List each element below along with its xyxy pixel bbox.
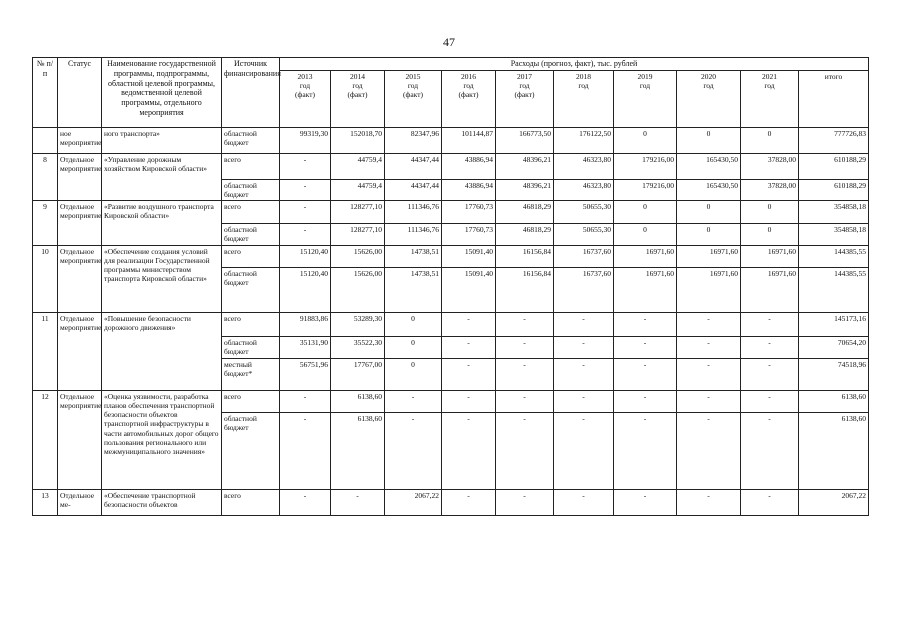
row-name: «Обеспечение транспортной безопасности объектов <box>102 490 222 516</box>
header-status: Статус <box>58 58 102 128</box>
row-value-cell: 46818,29 <box>496 201 554 224</box>
header-year-type: (факт) <box>347 90 368 100</box>
row-total-cell: 6138,60 <box>799 391 869 413</box>
row-value-cell: 46818,29 <box>496 224 554 246</box>
row-value-cell: - <box>677 490 741 516</box>
row-value-cell: 46323,80 <box>554 153 614 179</box>
table-row <box>33 153 869 179</box>
row-status: Отдельное ме- <box>58 490 102 516</box>
row-value-cell: 91883,86 <box>280 313 331 337</box>
row-value-cell: 44347,44 <box>385 179 442 200</box>
row-status: Отдельное мероприятие <box>58 153 102 200</box>
row-value-cell: 128277,10 <box>331 201 385 224</box>
row-value-cell: - <box>741 413 799 490</box>
row-value-cell: 0 <box>385 337 442 359</box>
row-value-cell: 111346,76 <box>385 201 442 224</box>
row-value-cell: - <box>614 391 677 413</box>
row-value-cell: - <box>677 313 741 337</box>
header-year-5 <box>554 70 614 127</box>
row-number: 13 <box>33 490 58 516</box>
row-value-cell: 56751,96 <box>280 359 331 391</box>
row-value-cell: 16971,60 <box>614 268 677 313</box>
row-value-cell: - <box>496 359 554 391</box>
row-value-cell: - <box>280 490 331 516</box>
row-value-cell: - <box>614 313 677 337</box>
row-value-cell: 166773,50 <box>496 127 554 153</box>
header-year-1 <box>331 70 385 127</box>
row-value-cell: 16971,60 <box>614 246 677 268</box>
header-year-sub: год <box>639 80 651 90</box>
row-value-cell: 15091,40 <box>442 246 496 268</box>
header-year-year: 2020 <box>701 71 716 81</box>
row-source: областной бюджет <box>222 413 280 490</box>
row-status: ное мероприятие <box>58 127 102 153</box>
header-year-sub: год <box>463 80 474 90</box>
row-value-cell: 17760,73 <box>442 201 496 224</box>
row-status: Отдельное мероприятие <box>58 391 102 490</box>
row-value-cell: - <box>442 413 496 490</box>
row-value-cell: - <box>496 391 554 413</box>
row-value-cell: - <box>614 490 677 516</box>
row-number: 12 <box>33 391 58 490</box>
row-status: Отдельное мероприятие <box>58 246 102 313</box>
row-source: всего <box>222 153 280 179</box>
row-status: Отдельное мероприятие <box>58 313 102 391</box>
row-value-cell: - <box>614 413 677 490</box>
row-value-cell: 16971,60 <box>741 246 799 268</box>
header-year-8 <box>741 70 799 127</box>
table-row <box>33 391 869 413</box>
row-value-cell: - <box>496 490 554 516</box>
row-value-cell: 50655,30 <box>554 201 614 224</box>
table-row <box>33 201 869 224</box>
row-value-cell: - <box>385 391 442 413</box>
row-status: Отдельное мероприятие <box>58 201 102 246</box>
row-value-cell: - <box>385 413 442 490</box>
row-source: всего <box>222 313 280 337</box>
row-value-cell: 15120,40 <box>280 246 331 268</box>
header-year-type: (факт) <box>402 90 423 100</box>
row-value-cell: 37828,00 <box>741 179 799 200</box>
header-year-3 <box>442 70 496 127</box>
row-value-cell: 46323,80 <box>554 179 614 200</box>
row-value-cell: 0 <box>385 313 442 337</box>
header-year-6 <box>614 70 677 127</box>
header-year-7 <box>677 70 741 127</box>
row-value-cell: 43886,94 <box>442 179 496 200</box>
row-value-cell: 0 <box>741 224 799 246</box>
row-value-cell: - <box>554 413 614 490</box>
row-number: 11 <box>33 313 58 391</box>
row-value-cell: 44759,4 <box>331 179 385 200</box>
row-value-cell: - <box>496 313 554 337</box>
header-year-year: 2018 <box>576 71 591 81</box>
row-value-cell: - <box>442 391 496 413</box>
row-value-cell: - <box>496 337 554 359</box>
row-value-cell: - <box>677 359 741 391</box>
row-number <box>33 127 58 153</box>
header-year-year: 2021 <box>762 71 777 81</box>
row-total-cell: 354858,18 <box>799 224 869 246</box>
row-value-cell: - <box>554 359 614 391</box>
row-value-cell: 0 <box>614 127 677 153</box>
table-row <box>33 246 869 268</box>
header-year-year: 2017 <box>517 71 532 81</box>
row-number: 10 <box>33 246 58 313</box>
row-value-cell: - <box>554 391 614 413</box>
header-year-sub: год <box>519 80 530 90</box>
header-name: Наименование государственной программы, подпрограммы, областной целевой программы, ведомственной целевой программы, отдельного мероприятия <box>102 58 222 128</box>
header-source: Источник финансирования <box>222 58 280 128</box>
header-year-0 <box>280 70 331 127</box>
row-value-cell: - <box>614 337 677 359</box>
row-value-cell: 14738,51 <box>385 246 442 268</box>
row-value-cell: 111346,76 <box>385 224 442 246</box>
row-value-cell: 37828,00 <box>741 153 799 179</box>
row-source: местный бюджет* <box>222 359 280 391</box>
row-value-cell: 101144,87 <box>442 127 496 153</box>
row-value-cell: - <box>741 391 799 413</box>
row-value-cell: 0 <box>677 224 741 246</box>
row-value-cell: - <box>331 490 385 516</box>
row-value-cell: 15091,40 <box>442 268 496 313</box>
row-value-cell: - <box>741 313 799 337</box>
row-value-cell: 53289,30 <box>331 313 385 337</box>
row-total-cell: 2067,22 <box>799 490 869 516</box>
row-value-cell: 16737,60 <box>554 268 614 313</box>
expenses-table <box>32 57 869 516</box>
table-row <box>33 490 869 516</box>
row-value-cell: 99319,30 <box>280 127 331 153</box>
row-value-cell: - <box>280 153 331 179</box>
row-value-cell: - <box>614 359 677 391</box>
row-value-cell: - <box>741 337 799 359</box>
row-value-cell: 15120,40 <box>280 268 331 313</box>
row-source: областной бюджет <box>222 224 280 246</box>
row-value-cell: 16156,84 <box>496 246 554 268</box>
row-value-cell: - <box>442 490 496 516</box>
row-value-cell: 35522,30 <box>331 337 385 359</box>
row-value-cell: 179216,00 <box>614 179 677 200</box>
row-value-cell: 50655,30 <box>554 224 614 246</box>
header-year-year: 2014 <box>350 71 365 81</box>
row-source: всего <box>222 201 280 224</box>
row-value-cell: 48396,21 <box>496 153 554 179</box>
row-value-cell: - <box>554 337 614 359</box>
row-total-cell: 144385,55 <box>799 268 869 313</box>
header-year-type: (факт) <box>514 90 535 100</box>
row-value-cell: 16971,60 <box>677 268 741 313</box>
header-year-sub: год <box>764 80 775 90</box>
row-source: областной бюджет <box>222 268 280 313</box>
row-value-cell: - <box>280 413 331 490</box>
header-total: итого <box>799 70 869 127</box>
row-value-cell: - <box>280 179 331 200</box>
row-value-cell: 17767,00 <box>331 359 385 391</box>
row-value-cell: - <box>677 337 741 359</box>
header-year-sub: год <box>703 80 714 90</box>
header-year-year: 2015 <box>405 71 421 81</box>
row-value-cell: 16971,60 <box>741 268 799 313</box>
header-year-type: (факт) <box>458 90 479 100</box>
header-year-2 <box>385 70 442 127</box>
row-total-cell: 610188,29 <box>799 153 869 179</box>
row-value-cell: 0 <box>614 224 677 246</box>
row-value-cell: - <box>554 490 614 516</box>
header-year-year: 2019 <box>637 71 653 81</box>
row-name: «Повышение безопасности дорожного движения» <box>102 313 222 391</box>
header-year-type: (факт) <box>294 90 315 100</box>
row-value-cell: 6138,60 <box>331 391 385 413</box>
row-value-cell: 0 <box>677 127 741 153</box>
row-name: «Обеспечение создания условий для реализации Государственной программы министерством транспорта Кировской области» <box>102 246 222 313</box>
row-source: областной бюджет <box>222 179 280 200</box>
header-year-year: 2016 <box>461 71 476 81</box>
page-number: 47 <box>443 35 455 49</box>
row-value-cell: - <box>741 490 799 516</box>
header-expenses: Расходы (прогноз, факт), тыс. рублей <box>280 58 869 71</box>
row-value-cell: 82347,96 <box>385 127 442 153</box>
row-name: ного транспорта» <box>102 127 222 153</box>
header-row-1 <box>33 58 869 71</box>
header-year-year: 2013 <box>297 71 313 81</box>
row-value-cell: 44347,44 <box>385 153 442 179</box>
row-name: «Оценка уязвимости, разработка планов обеспечения транспортной безопасности объектов транспортной инфраструктуры в части автомобильных дорог общего пользования регионального или межмуниципального значения» <box>102 391 222 490</box>
row-value-cell: 17760,73 <box>442 224 496 246</box>
header-year-sub: год <box>299 80 311 90</box>
row-value-cell: 15626,00 <box>331 246 385 268</box>
row-value-cell: 128277,10 <box>331 224 385 246</box>
row-value-cell: 0 <box>614 201 677 224</box>
row-total-cell: 74518,96 <box>799 359 869 391</box>
row-value-cell: 0 <box>741 201 799 224</box>
row-value-cell: 16971,60 <box>677 246 741 268</box>
row-value-cell: - <box>280 224 331 246</box>
row-source: всего <box>222 490 280 516</box>
row-total-cell: 6138,60 <box>799 413 869 490</box>
header-year-sub: год <box>352 80 363 90</box>
row-value-cell: 16156,84 <box>496 268 554 313</box>
header-year-sub: год <box>578 80 589 90</box>
row-value-cell: 176122,50 <box>554 127 614 153</box>
row-total-cell: 777726,83 <box>799 127 869 153</box>
row-value-cell: - <box>741 359 799 391</box>
row-value-cell: - <box>280 391 331 413</box>
row-source: всего <box>222 246 280 268</box>
row-value-cell: 179216,00 <box>614 153 677 179</box>
row-value-cell: - <box>442 313 496 337</box>
row-value-cell: 152018,70 <box>331 127 385 153</box>
row-value-cell: 14738,51 <box>385 268 442 313</box>
row-value-cell: - <box>554 313 614 337</box>
row-value-cell: 35131,90 <box>280 337 331 359</box>
row-source: областной бюджет <box>222 127 280 153</box>
header-year-4 <box>496 70 554 127</box>
row-value-cell: - <box>496 413 554 490</box>
row-value-cell: 44759,4 <box>331 153 385 179</box>
row-total-cell: 610188,29 <box>799 179 869 200</box>
header-num: № п/п <box>33 58 58 128</box>
row-value-cell: 16737,60 <box>554 246 614 268</box>
row-name: «Развитие воздушного транспорта Кировской области» <box>102 201 222 246</box>
row-value-cell: - <box>280 201 331 224</box>
row-value-cell: 2067,22 <box>385 490 442 516</box>
table-row <box>33 127 869 153</box>
row-value-cell: 6138,60 <box>331 413 385 490</box>
row-number: 9 <box>33 201 58 246</box>
row-total-cell: 354858,18 <box>799 201 869 224</box>
row-value-cell: 15626,00 <box>331 268 385 313</box>
row-value-cell: - <box>677 413 741 490</box>
row-value-cell: 0 <box>385 359 442 391</box>
row-source: областной бюджет <box>222 337 280 359</box>
table-row <box>33 313 869 337</box>
row-value-cell: - <box>442 359 496 391</box>
row-value-cell: 48396,21 <box>496 179 554 200</box>
row-total-cell: 145173,16 <box>799 313 869 337</box>
row-value-cell: - <box>677 391 741 413</box>
row-name: «Управление дорожным хозяйством Кировской области» <box>102 153 222 200</box>
row-total-cell: 70654,20 <box>799 337 869 359</box>
row-source: всего <box>222 391 280 413</box>
row-value-cell: 165430,50 <box>677 179 741 200</box>
row-value-cell: 43886,94 <box>442 153 496 179</box>
row-value-cell: 0 <box>677 201 741 224</box>
row-total-cell: 144385,55 <box>799 246 869 268</box>
row-value-cell: 165430,50 <box>677 153 741 179</box>
header-year-sub: год <box>407 80 419 90</box>
row-value-cell: - <box>442 337 496 359</box>
row-number: 8 <box>33 153 58 200</box>
row-value-cell: 0 <box>741 127 799 153</box>
